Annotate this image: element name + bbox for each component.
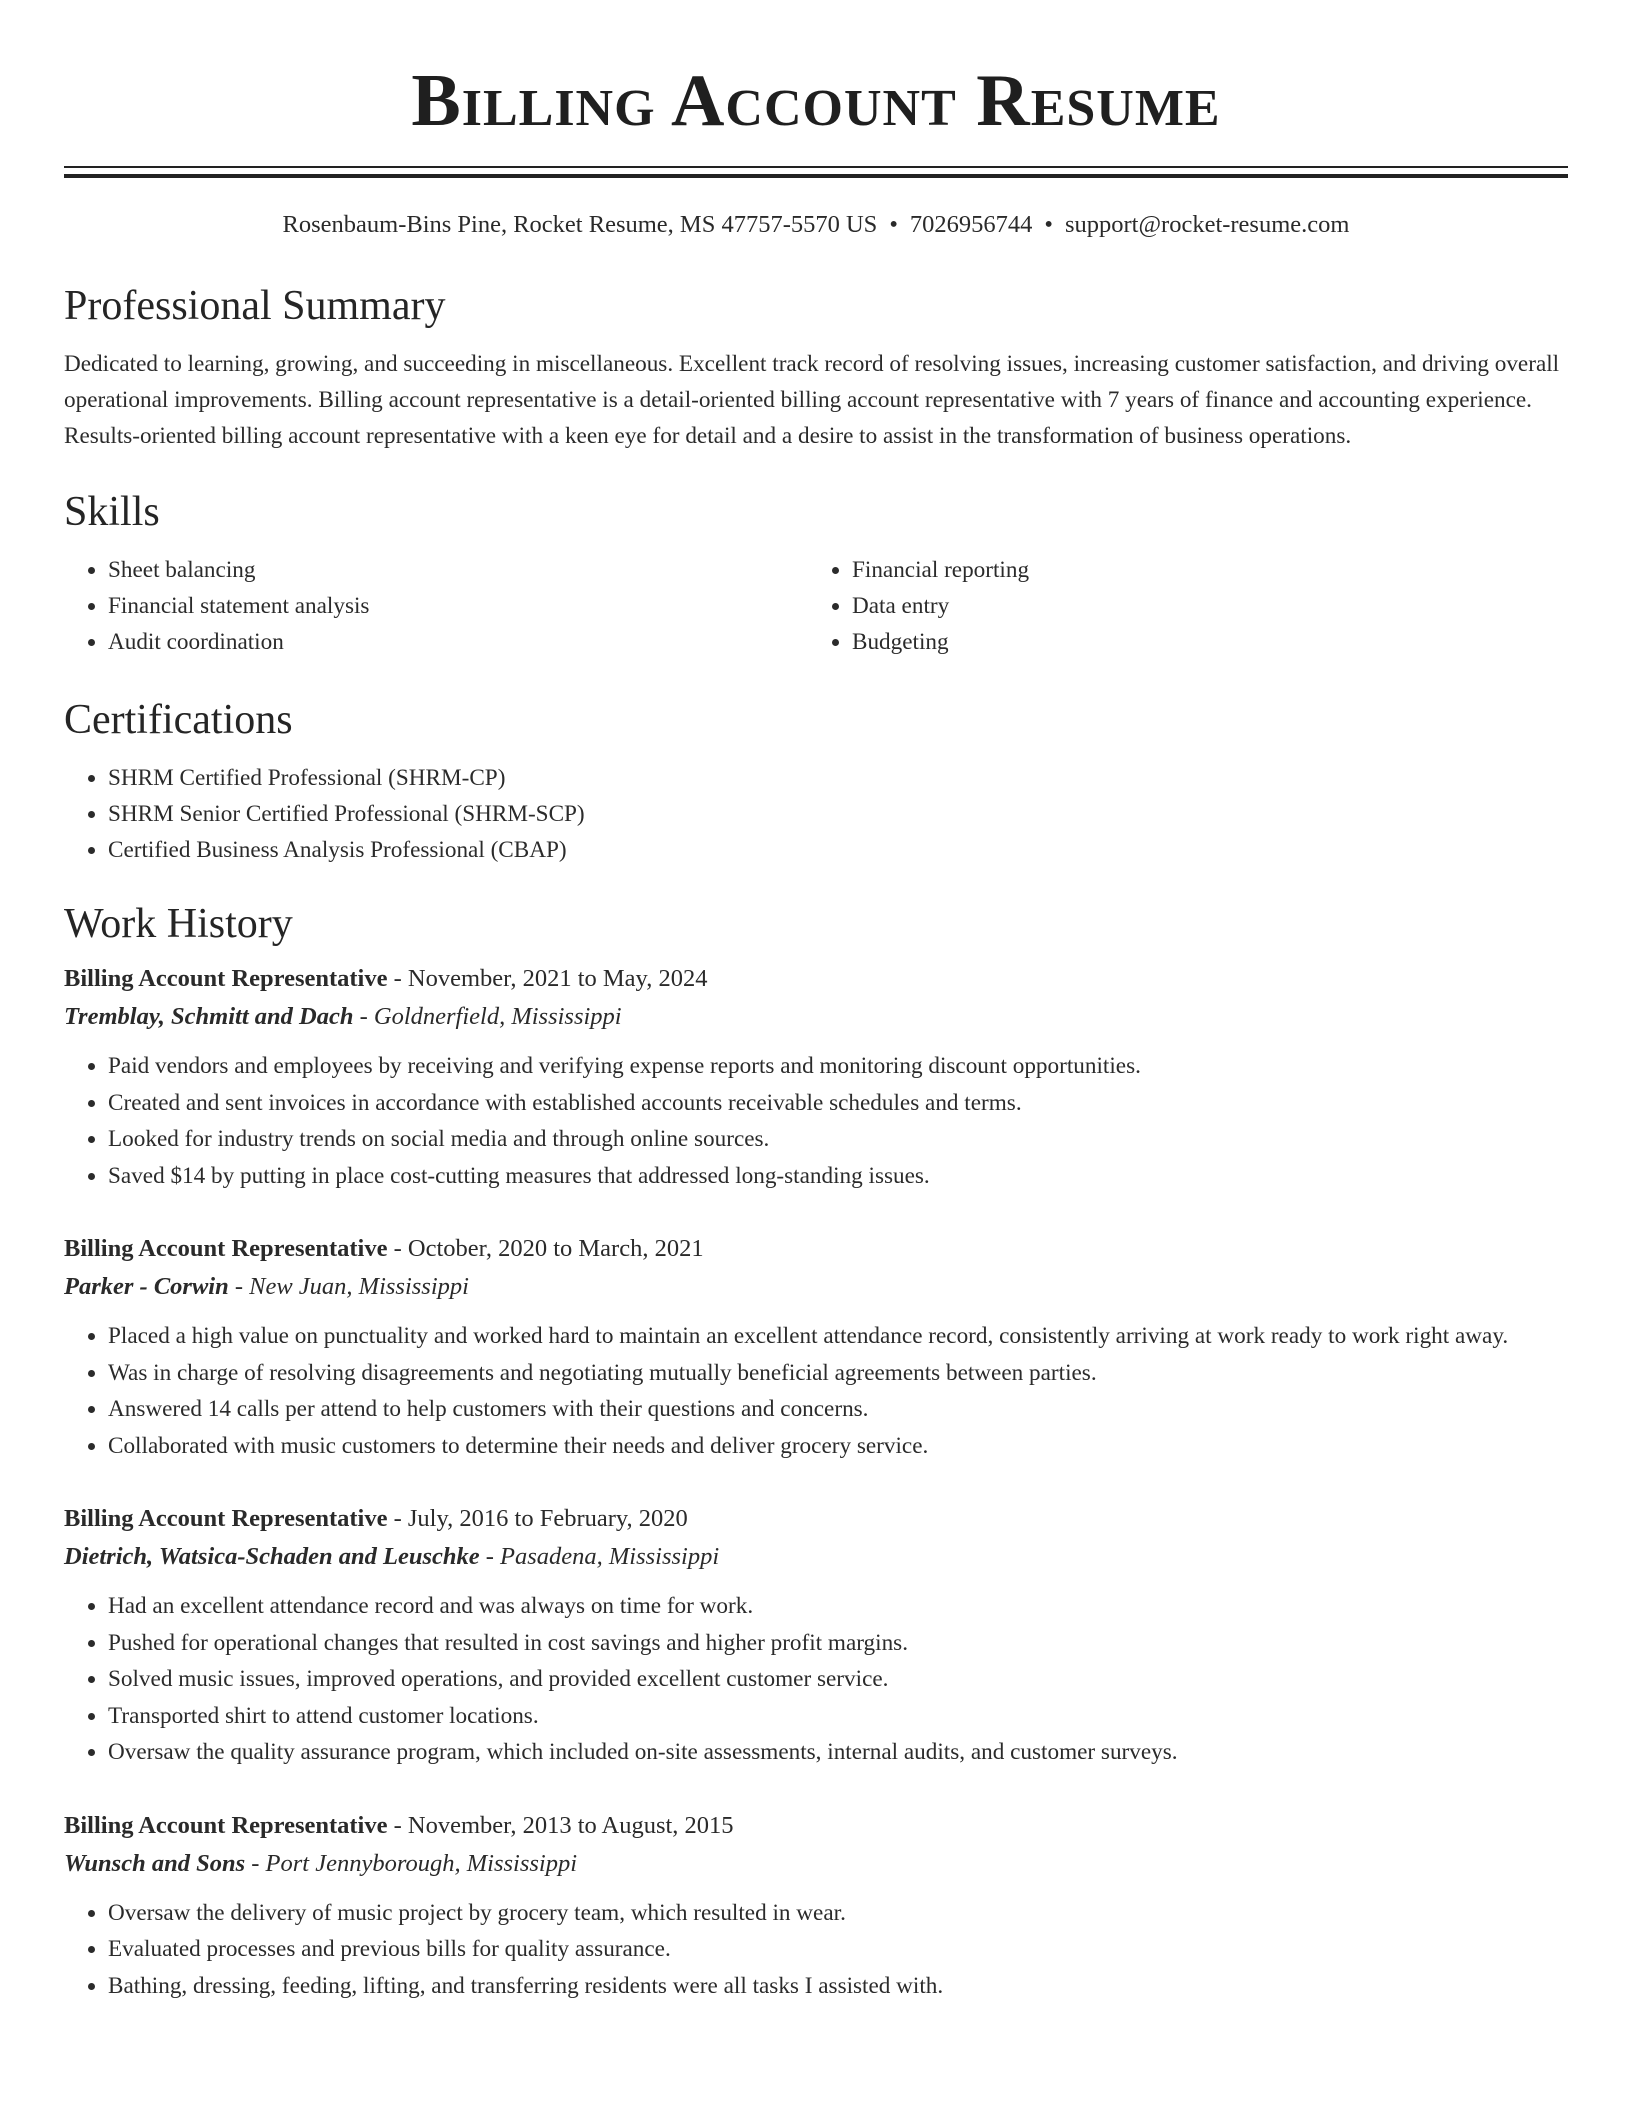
job-location: - Port Jennyborough, Mississippi bbox=[245, 1849, 578, 1877]
job-dates: - October, 2020 to March, 2021 bbox=[387, 1235, 704, 1262]
job-bullets bbox=[64, 1048, 1568, 1194]
job-entry bbox=[64, 1807, 1568, 2005]
job-bullets bbox=[64, 1588, 1568, 1771]
contact-separator: • bbox=[1044, 211, 1053, 238]
skills-list-left bbox=[64, 552, 808, 660]
section-heading-summary: Professional Summary bbox=[64, 283, 446, 329]
job-bullet: • Oversaw the delivery of music project by grocery team, which resulted in wear. bbox=[108, 1895, 1568, 1932]
job-company-line bbox=[64, 1538, 1568, 1576]
contact-separator: • bbox=[889, 211, 898, 238]
contact-address: Rosenbaum-Bins Pine, Rocket Resume, MS 47757-5570 US bbox=[282, 211, 878, 238]
job-location: - Pasadena, Mississippi bbox=[479, 1543, 720, 1570]
job-title: Billing Account Representative bbox=[64, 1505, 388, 1532]
section-heading-skills: Skills bbox=[64, 489, 160, 535]
job-bullet: • Answered 14 calls per attend to help customers with their questions and concerns. bbox=[108, 1391, 1568, 1428]
certification-item: • SHRM Senior Certified Professional (SHRM-SCP) bbox=[108, 796, 1568, 832]
skill-item: • Sheet balancing bbox=[108, 552, 808, 588]
job-title-line bbox=[64, 1500, 1568, 1538]
job-bullet: • Paid vendors and employees by receiving and verifying expense reports and monitoring discount opportunities. bbox=[108, 1048, 1568, 1085]
job-title-line bbox=[64, 1807, 1568, 1845]
job-bullet: • Saved $14 by putting in place cost-cutting measures that addressed long-standing issues. bbox=[108, 1158, 1568, 1195]
job-bullet: • Created and sent invoices in accordance with established accounts receivable schedules and terms. bbox=[108, 1085, 1568, 1122]
summary-paragraph: Dedicated to learning, growing, and succeeding in miscellaneous. Excellent track record of resolving issues, increasing customer satisfaction, and driving overall operational improvements. Billing account representative is a detail-oriented billing account representative with 7 years of finance and accounting experience. Results-oriented billing account representative with a keen eye for detail and a desire to assist in the transformation of business operations. bbox=[64, 351, 1560, 449]
certification-item: • SHRM Certified Professional (SHRM-CP) bbox=[108, 760, 1568, 796]
job-company-line bbox=[64, 1845, 1568, 1883]
job-location: - New Juan, Mississippi bbox=[228, 1273, 469, 1300]
job-company-line bbox=[64, 1268, 1568, 1306]
certification-item: • Certified Business Analysis Professional (CBAP) bbox=[108, 832, 1568, 868]
skill-item: • Financial statement analysis bbox=[108, 588, 808, 624]
skill-item: • Data entry bbox=[852, 588, 1568, 624]
job-bullet: • Was in charge of resolving disagreements and negotiating mutually beneficial agreements between parties. bbox=[108, 1355, 1568, 1392]
skill-item: • Audit coordination bbox=[108, 624, 808, 660]
job-dates: - November, 2013 to August, 2015 bbox=[387, 1811, 734, 1839]
job-company: Tremblay, Schmitt and Dach bbox=[64, 1003, 354, 1030]
skills-grid bbox=[64, 552, 1568, 660]
job-bullet: • Placed a high value on punctuality and worked hard to maintain an excellent attendance record, consistently arriving at work ready to work right away. bbox=[108, 1318, 1568, 1355]
contact-phone: 7026956744 bbox=[909, 211, 1033, 238]
job-bullets bbox=[64, 1895, 1568, 2005]
job-title: Billing Account Representative bbox=[64, 1811, 388, 1839]
job-bullet: • Oversaw the quality assurance program, which included on-site assessments, internal audits, and customer surveys. bbox=[108, 1734, 1568, 1771]
job-title-line bbox=[64, 1230, 1568, 1268]
job-title: Billing Account Representative bbox=[64, 1235, 388, 1262]
job-bullet: • Looked for industry trends on social media and through online sources. bbox=[108, 1121, 1568, 1158]
job-entry bbox=[64, 960, 1568, 1194]
job-bullet: • Solved music issues, improved operations, and provided excellent customer service. bbox=[108, 1661, 1568, 1698]
contact-line bbox=[64, 210, 1568, 240]
title-divider bbox=[64, 166, 1568, 178]
job-title-line bbox=[64, 960, 1568, 998]
job-entry bbox=[64, 1230, 1568, 1464]
job-company: Parker - Corwin bbox=[64, 1273, 229, 1300]
contact-email: support@rocket-resume.com bbox=[1064, 211, 1350, 238]
job-dates: - July, 2016 to February, 2020 bbox=[387, 1505, 688, 1532]
resume-title: Billing Account Resume bbox=[411, 60, 1221, 142]
job-bullet: • Transported shirt to attend customer locations. bbox=[108, 1698, 1568, 1735]
job-title: Billing Account Representative bbox=[64, 965, 388, 992]
section-heading-certifications: Certifications bbox=[64, 697, 293, 743]
job-company: Dietrich, Watsica-Schaden and Leuschke bbox=[64, 1543, 480, 1570]
job-bullet: • Evaluated processes and previous bills for quality assurance. bbox=[108, 1931, 1568, 1968]
job-bullet: • Bathing, dressing, feeding, lifting, and transferring residents were all tasks I assisted with. bbox=[108, 1968, 1568, 2005]
job-bullet: • Had an excellent attendance record and was always on time for work. bbox=[108, 1588, 1568, 1625]
skills-list-right bbox=[808, 552, 1568, 660]
skill-item: • Budgeting bbox=[852, 624, 1568, 660]
job-company-line bbox=[64, 998, 1568, 1036]
certifications-list bbox=[64, 760, 1568, 868]
job-bullet: • Pushed for operational changes that resulted in cost savings and higher profit margins. bbox=[108, 1625, 1568, 1662]
job-bullet: • Collaborated with music customers to determine their needs and deliver grocery service. bbox=[108, 1428, 1568, 1465]
skill-item: • Financial reporting bbox=[852, 552, 1568, 588]
job-company: Wunsch and Sons bbox=[64, 1849, 246, 1877]
job-entry bbox=[64, 1500, 1568, 1771]
job-bullets bbox=[64, 1318, 1568, 1464]
section-heading-work-history: Work History bbox=[64, 901, 293, 947]
job-dates: - November, 2021 to May, 2024 bbox=[387, 965, 708, 992]
job-location: - Goldnerfield, Mississippi bbox=[353, 1003, 622, 1030]
